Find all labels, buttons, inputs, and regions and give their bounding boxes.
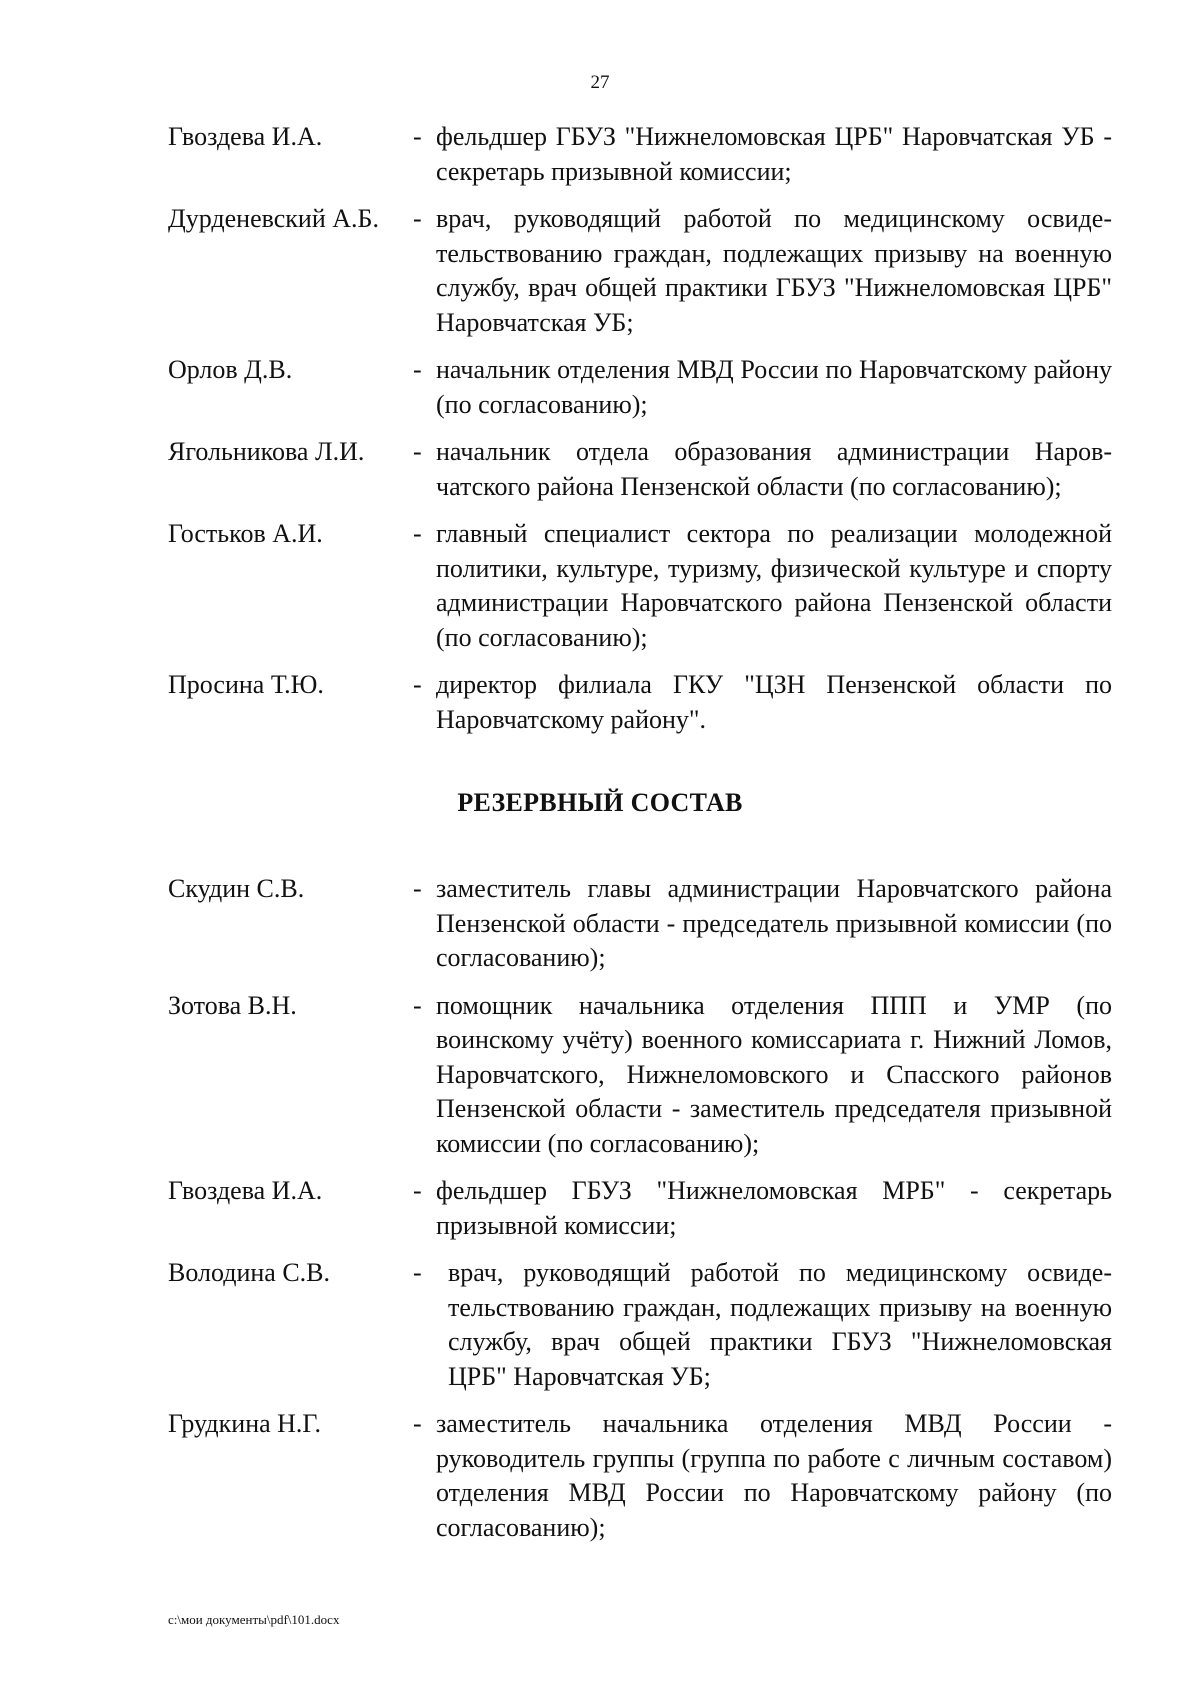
member-row xyxy=(168,202,1148,340)
member-dash: - xyxy=(413,1409,422,1438)
member-name: Гостьков А.И. xyxy=(168,519,323,548)
member-dash: - xyxy=(413,204,422,233)
member-name: Володина С.В. xyxy=(168,1258,331,1287)
member-description: врач, руководящий работой по медицинскому освиде-тельствованию граждан, подлежащих призыву на военную службу, врач общей практики ГБУЗ "Нижнеломовская ЦРБ" Наровчатская УБ; xyxy=(436,204,1112,337)
member-row xyxy=(168,517,1148,655)
section-title: РЕЗЕРВНЫЙ СОСТАВ xyxy=(457,788,743,817)
member-dash: - xyxy=(413,355,422,384)
member-name: Гвоздева И.А. xyxy=(168,122,323,151)
member-row xyxy=(168,668,1148,737)
member-row xyxy=(168,1174,1148,1243)
footer-file-path: c:\мои документы\pdf\101.docx xyxy=(168,1612,340,1627)
member-dash: - xyxy=(413,437,422,466)
member-dash: - xyxy=(413,990,422,1020)
member-description: главный специалист сектора по реализации молодежной политики, культуре, туризму, физической культуре и спорту администрации Наровчатского района Пензенской области (по согласованию); xyxy=(436,519,1112,652)
member-name: Орлов Д.В. xyxy=(168,355,293,384)
member-description: начальник отдела образования администрации Наров-чатского района Пензенской области (по согласованию); xyxy=(436,437,1112,501)
member-row xyxy=(168,353,1148,422)
member-dash: - xyxy=(413,874,422,903)
member-dash: - xyxy=(413,670,422,699)
member-row xyxy=(168,1256,1148,1394)
member-dash: - xyxy=(413,519,422,548)
member-description: фельдшер ГБУЗ "Нижнеломовская МРБ" - секретарь призывной комиссии; xyxy=(436,1176,1112,1240)
member-row xyxy=(168,989,1148,1162)
member-dash: - xyxy=(413,1258,422,1287)
member-row xyxy=(168,120,1148,189)
member-description: заместитель главы администрации Наровчатского района Пензенской области - председатель призывной комиссии (по согласованию); xyxy=(436,874,1112,972)
reserve-members-list xyxy=(168,872,1148,1545)
member-name: Гвоздева И.А. xyxy=(168,1176,323,1205)
member-dash: - xyxy=(413,1176,422,1205)
member-name: Просина Т.Ю. xyxy=(168,670,324,699)
member-row xyxy=(168,872,1148,976)
member-description: помощник начальника отделения ППП и УМР (по воинскому учёту) военного комиссариата г. Нижний Ломов, Наровчатского, Нижнеломовского и Спасского районов Пензенской области - заместитель председателя призывной комиссии (по согласованию); xyxy=(436,990,1112,1158)
member-row xyxy=(168,1407,1148,1545)
page-number: 27 xyxy=(590,72,610,93)
member-name: Скудин С.В. xyxy=(168,874,305,903)
member-name: Ягольникова Л.И. xyxy=(168,437,365,466)
member-description: заместитель начальника отделения МВД России - руководитель группы (группа по работе с личным составом) отделения МВД России по Наровчатскому району (по согласованию); xyxy=(436,1409,1112,1542)
member-description: фельдшер ГБУЗ "Нижнеломовская ЦРБ" Наровчатская УБ - секретарь призывной комиссии; xyxy=(436,122,1112,186)
member-description: директор филиала ГКУ "ЦЗН Пензенской области по Наровчатскому району". xyxy=(436,670,1112,734)
member-description: начальник отделения МВД России по Наровчатскому району (по согласованию); xyxy=(436,355,1112,419)
main-members-list xyxy=(168,120,1148,737)
member-description: врач, руководящий работой по медицинскому освиде-тельствованию граждан, подлежащих призыву на военную службу, врач общей практики ГБУЗ "Нижнеломовская ЦРБ" Наровчатская УБ; xyxy=(448,1258,1112,1391)
member-dash: - xyxy=(413,122,422,151)
member-name: Грудкина Н.Г. xyxy=(168,1409,322,1438)
member-name: Зотова В.Н. xyxy=(168,990,297,1020)
member-name: Дурденевский А.Б. xyxy=(168,204,379,233)
member-row xyxy=(168,435,1148,504)
